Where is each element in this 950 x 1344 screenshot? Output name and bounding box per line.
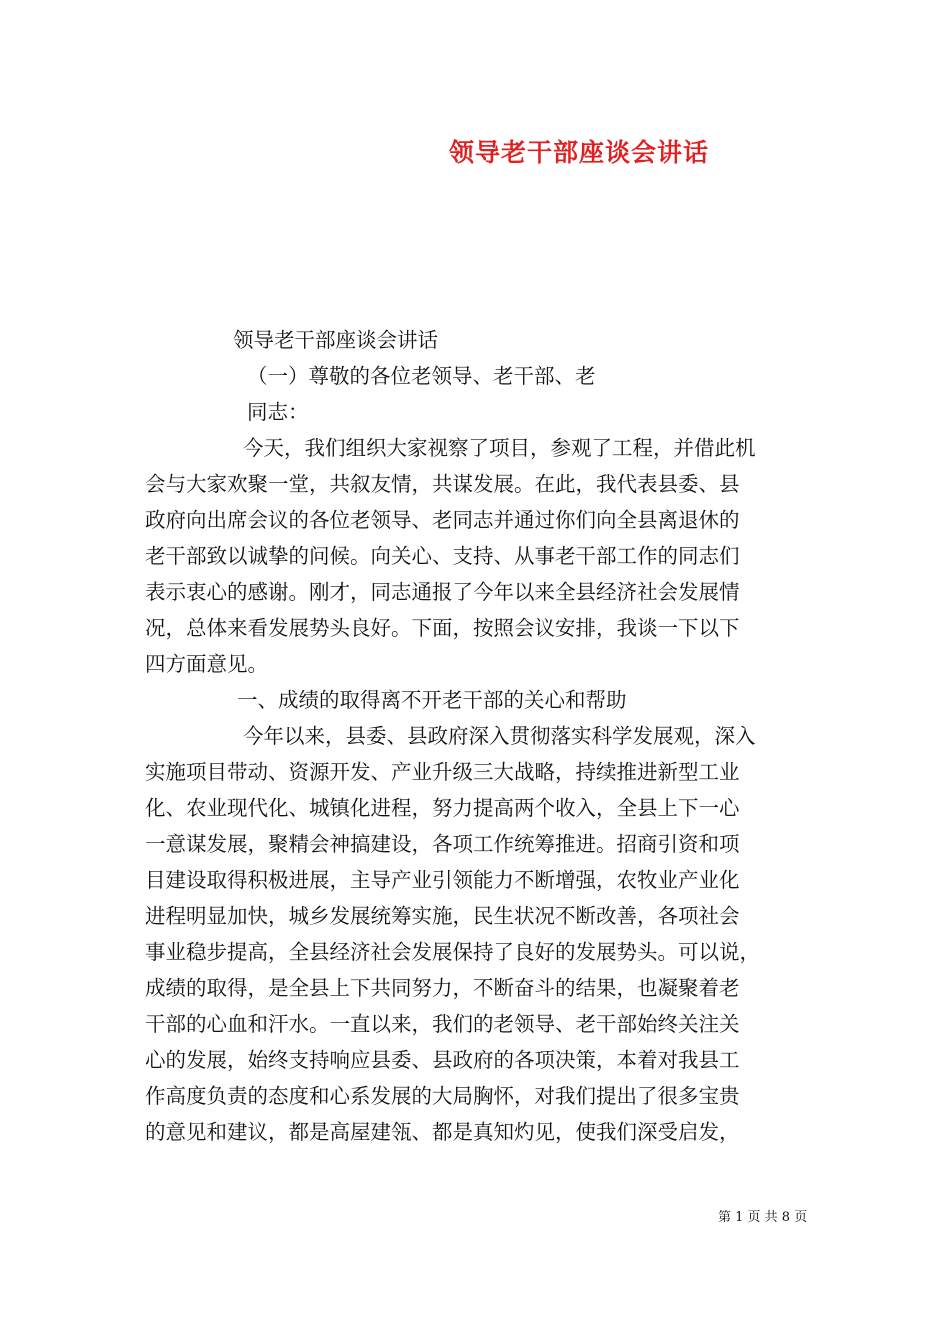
paragraph-line: 一意谋发展，聚精会神搞建设，各项工作统筹推进。招商引资和项 <box>145 832 740 856</box>
paragraph-line: 干部的心血和汗水。一直以来，我们的老领导、老干部始终关注关 <box>145 1012 740 1036</box>
document-title: 领导老干部座谈会讲话 <box>449 138 710 167</box>
paragraph-line: 作高度负责的态度和心系发展的大局胸怀，对我们提出了很多宝贵 <box>145 1084 740 1108</box>
section-heading: 一、成绩的取得离不开老干部的关心和帮助 <box>237 688 627 712</box>
paragraph-line: 况，总体来看发展势头良好。下面，按照会议安排，我谈一下以下 <box>145 616 740 640</box>
paragraph-line: 同志： <box>247 400 309 424</box>
paragraph-line: 政府向出席会议的各位老领导、老同志并通过你们向全县离退休的 <box>145 508 740 532</box>
paragraph-line: 实施项目带动、资源开发、产业升级三大战略，持续推进新型工业 <box>145 760 740 784</box>
paragraph-line: 目建设取得积极进展，主导产业引领能力不断增强，农牧业产业化 <box>145 868 740 892</box>
paragraph-line: 老干部致以诚挚的问候。向关心、支持、从事老干部工作的同志们 <box>145 544 740 568</box>
document-body <box>145 322 835 1150</box>
paragraph-line: 今年以来，县委、县政府深入贯彻落实科学发展观，深入 <box>243 724 756 748</box>
paragraph-line: 进程明显加快，城乡发展统筹实施，民生状况不断改善，各项社会 <box>145 904 740 928</box>
paragraph-line: 表示衷心的感谢。刚才，同志通报了今年以来全县经济社会发展情 <box>145 580 740 604</box>
paragraph-line: 领导老干部座谈会讲话 <box>233 328 438 352</box>
paragraph-line: 成绩的取得，是全县上下共同努力，不断奋斗的结果，也凝聚着老 <box>145 976 740 1000</box>
paragraph-line: 化、农业现代化、城镇化进程，努力提高两个收入，全县上下一心 <box>145 796 740 820</box>
page-number-footer: 第 1 页 共 8 页 <box>718 1210 808 1225</box>
paragraph-line: 四方面意见。 <box>145 652 268 676</box>
paragraph-line: 事业稳步提高，全县经济社会发展保持了良好的发展势头。可以说， <box>145 940 760 964</box>
paragraph-line: 今天，我们组织大家视察了项目，参观了工程，并借此机 <box>243 436 756 460</box>
paragraph-line: 心的发展，始终支持响应县委、县政府的各项决策，本着对我县工 <box>145 1048 740 1072</box>
paragraph-line: 的意见和建议，都是高屋建瓴、都是真知灼见，使我们深受启发， <box>145 1120 740 1144</box>
paragraph-line: （一）尊敬的各位老领导、老干部、老 <box>247 364 596 388</box>
paragraph-line: 会与大家欢聚一堂，共叙友情，共谋发展。在此，我代表县委、县 <box>145 472 740 496</box>
